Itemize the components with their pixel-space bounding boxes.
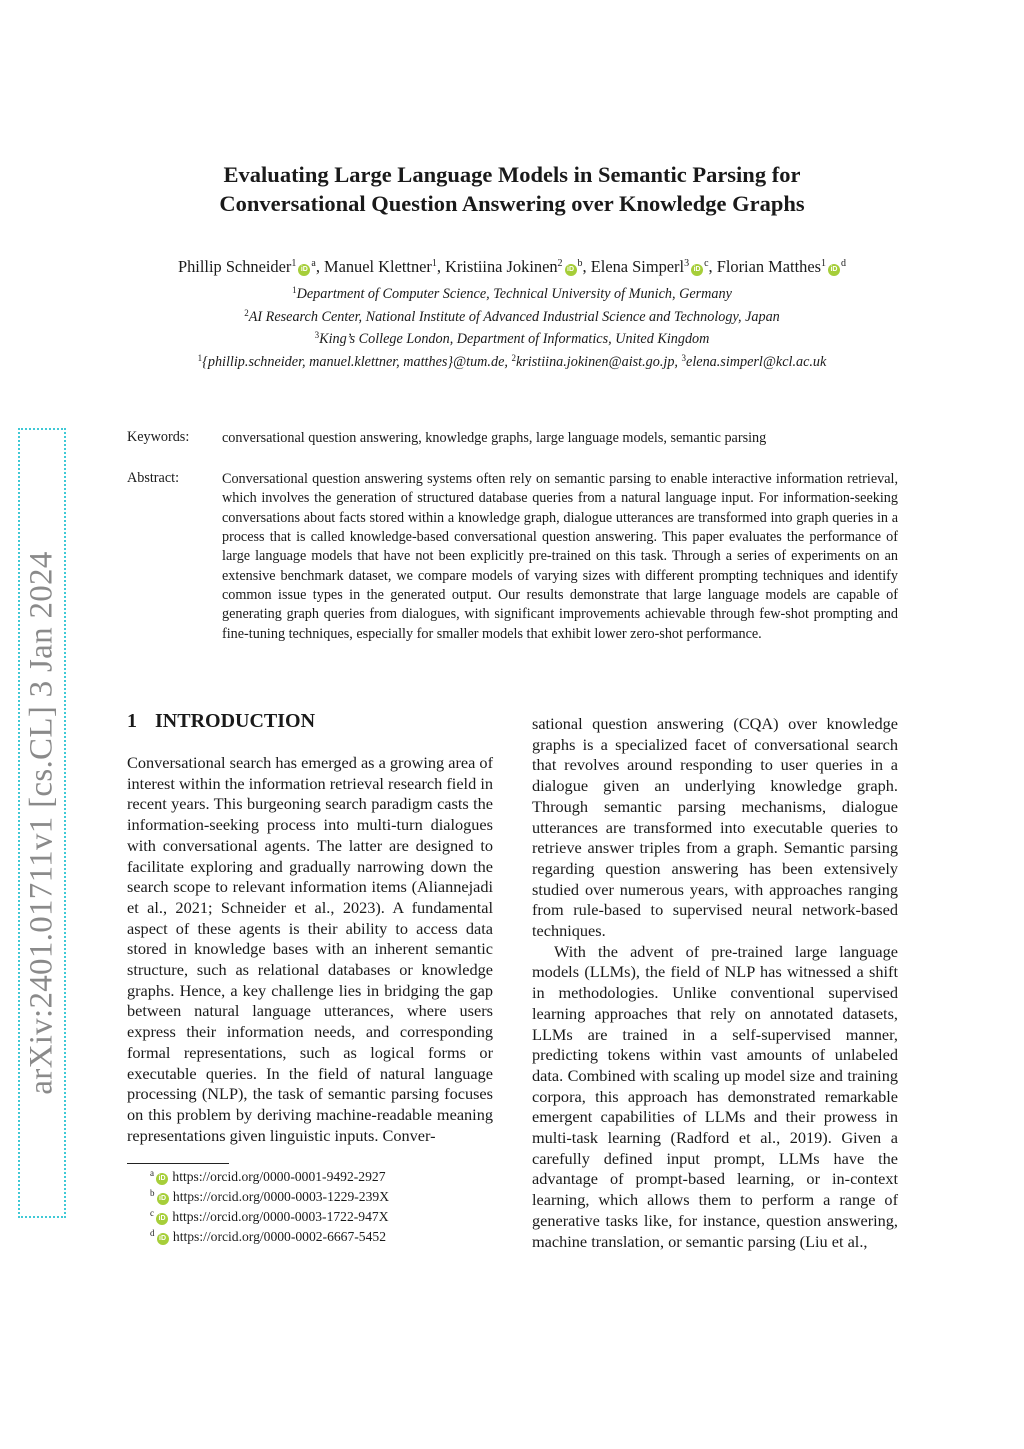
author-name: Florian Matthes	[716, 257, 821, 276]
author-list: Phillip $Schneider^1iD^a$, Manuel Klettner$^1$, Kristiina $Jokinen^2iD^b$, Elena $Simperl^3iD^c$, Florian $Matthes^1iD^d$	[178, 257, 846, 276]
orcid-link[interactable]: https://orcid.org/0000-0001-9492-2927	[172, 1169, 386, 1184]
author-name: Kristiina Jokinen	[445, 257, 558, 276]
paper-title	[0, 160, 1024, 218]
footnote-orcid-a: $^a$iD https://orcid.org/0000-0001-9492-2927	[150, 1168, 386, 1184]
orcid-mark: b	[577, 258, 583, 269]
author-name: Manuel Klettner	[324, 257, 432, 276]
abstract-label: Abstract:	[127, 470, 180, 486]
orcid-mark: d	[840, 258, 846, 269]
orcid-link[interactable]: https://orcid.org/0000-0002-6667-5452	[172, 1229, 386, 1244]
section-heading	[127, 710, 315, 733]
intro-paragraph: sational question answering (CQA) over knowledge graphs is a specialized facet of conversational search that revolves around responding to user queries in a dialogue given an underlying knowledge graph. Through semantic parsing mechanisms, dialogue utterances are transformed into executable queries to retrieve answer triples from a graph. Semantic parsing regarding question answering has been extensively studied over numerous years, with approaches ranging from rule-based to supervised neural network-based techniques.	[532, 714, 898, 941]
keywords-text: conversational question answering, knowledge graphs, large language models, semantic parsing	[222, 430, 767, 446]
orcid-link[interactable]: https://orcid.org/0000-0003-1229-239X	[172, 1189, 390, 1204]
affiliation-1: $^1$Department of Computer Science, Technical University of Munich, Germany	[292, 285, 732, 302]
orcid-icon: iD	[157, 1193, 169, 1205]
arxiv-stamp	[18, 428, 66, 1218]
affiliations	[0, 283, 1024, 373]
author-affil-num: 2	[557, 258, 563, 269]
orcid-icon: iD	[156, 1213, 168, 1225]
email-kcl[interactable]: elena.simperl@kcl.ac.uk	[686, 353, 827, 370]
author-affil-num: 3	[684, 258, 690, 269]
title-line-1: Evaluating Large Language Models in Semantic Parsing for	[223, 162, 801, 187]
affiliation-2: $^2$AI Research Center, National Institute of Advanced Industrial Science and Technology, Japan	[244, 307, 780, 325]
footnote-orcid-b: $^b$iD https://orcid.org/0000-0003-1229-239X	[150, 1188, 390, 1204]
footnote-orcid-c: $^c$iD https://orcid.org/0000-0003-1722-947X	[150, 1208, 389, 1224]
footnote-orcid-d: $^d$iD https://orcid.org/0000-0002-6667-5452	[150, 1228, 386, 1244]
orcid-mark: c	[704, 258, 709, 269]
orcid-icon[interactable]: iD	[298, 264, 310, 276]
author-name: Elena Simperl	[590, 257, 685, 276]
abstract-text: Conversational question answering systems often rely on semantic parsing to enable interactive information retrieval, which involves the generation of structured database queries from a natural language input. For information-seeking conversations about facts stored within a knowledge graph, dialogue utterances are transformed into graph queries in a process that is called knowledge-based conversational question answering. This paper evaluates the performance of large language models that have not been explicitly pre-trained on this task. Through a series of experiments on an extensive benchmark dataset, we compare models of varying sizes with different prompting techniques and identify common issue types in the generated output. Our results demonstrate that large language models are capable of generating graph queries from dialogues, with significant improvements achievable through few-shot prompting and fine-tuning techniques, especially for smaller models that exhibit lower zero-shot performance.	[222, 471, 898, 642]
keywords-label: Keywords:	[127, 429, 190, 445]
affiliation-3: $^3$King’s College London, Department of Informatics, United Kingdom	[314, 330, 710, 348]
orcid-link[interactable]: https://orcid.org/0000-0003-1722-947X	[172, 1209, 389, 1224]
email-tum[interactable]: {phillip.schneider, manuel.klettner, matthes}@tum.de,	[202, 353, 512, 370]
orcid-icon: iD	[156, 1173, 168, 1185]
email-aist[interactable]: kristiina.jokinen@aist.go.jp,	[515, 353, 682, 370]
intro-paragraph: With the advent of pre-trained large language models (LLMs), the field of NLP has witnessed a shift in methodologies. Unlike conventional supervised learning approaches that rely on annotated datasets, LLMs are trained in a self-supervised manner, predicting tokens within vast amounts of unlabeled data. Combined with scaling up model size and training corpora, this approach has demonstrated remarkable emergent capabilities of LLMs and their prowess in multi-task learning (Radford et al., 2019). Given a carefully defined input prompt, LLMs have the advantage of prompt-based learning, or in-context learning, which allows them to perform a range of generative tasks like, for instance, question answering, machine translation, or semantic parsing (Liu et al.,	[532, 941, 898, 1251]
footnote-rule	[127, 1163, 229, 1164]
author-affil-num: 1	[820, 258, 826, 269]
section-number: 1	[127, 710, 137, 732]
intro-right-column	[532, 714, 898, 1252]
intro-left-column	[127, 753, 493, 1146]
orcid-icon[interactable]: iD	[828, 264, 840, 276]
title-line-2: Conversational Question Answering over Knowledge Graphs	[219, 191, 805, 216]
orcid-mark: a	[311, 258, 316, 269]
email-line: $^1${phillip.schneider, manuel.klettner, matthes}@tum.de, $^2$kristiina.jokinen@aist.go.jp, $^3$elena.simperl@kcl.ac.uk	[197, 352, 827, 370]
orcid-icon[interactable]: iD	[565, 264, 577, 276]
arxiv-id: arXiv:2401.01711v1 [cs.CL] 3 Jan 2024	[23, 551, 60, 1095]
orcid-icon[interactable]: iD	[691, 264, 703, 276]
orcid-icon: iD	[157, 1233, 169, 1245]
author-affil-num: 1	[431, 258, 437, 269]
intro-paragraph: Conversational search has emerged as a growing area of interest within the information retrieval research field in recent years. This burgeoning search paradigm casts the information-seeking process into multi-turn dialogues with conversational agents. The latter are designed to facilitate exploring and gradually narrowing down the search scope to relevant information items (Aliannejadi et al., 2021; Schneider et al., 2023). A fundamental aspect of these agents is their ability to access data stored in knowledge bases with an inherent semantic structure, such as relational databases or knowledge graphs. Hence, a key challenge lies in bridging the gap between natural language utterances, where users express their information needs, and corresponding formal representations, such as logical forms or executable queries. In the field of natural language processing (NLP), the task of semantic parsing focuses on this problem by deriving machine-readable meaning representations given linguistic inputs. Conver-	[127, 753, 493, 1145]
author-name: Phillip Schneider	[178, 257, 292, 276]
author-affil-num: 1	[291, 258, 297, 269]
section-title: INTRODUCTION	[155, 710, 316, 732]
